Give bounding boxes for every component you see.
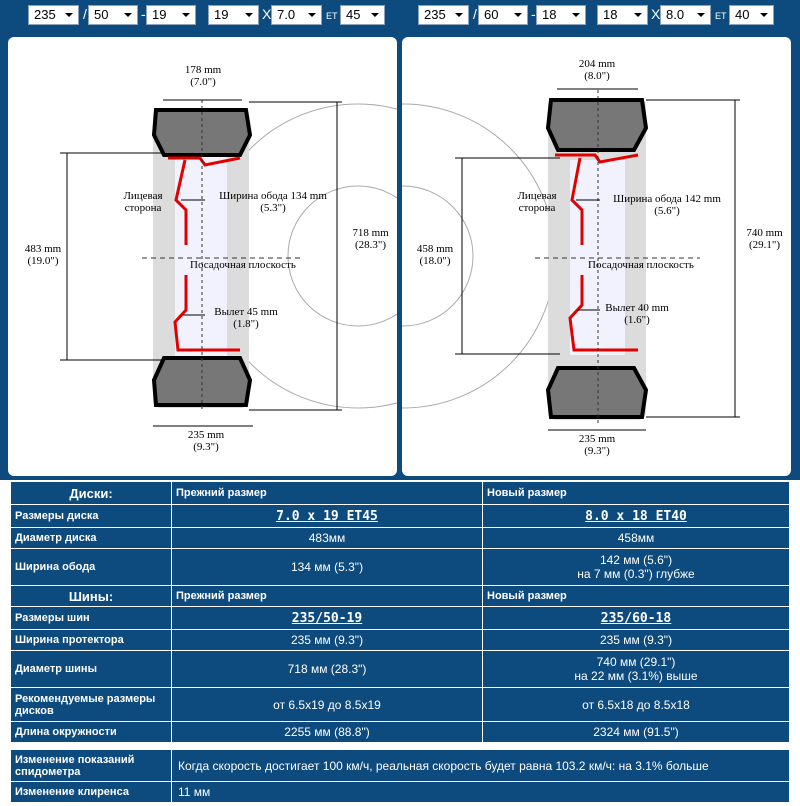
rim-width-label: Ширина обода 142 mm (5.6") xyxy=(613,193,721,217)
new-tire-diameter-select[interactable] xyxy=(536,5,586,25)
new-tire-width-value: 235 xyxy=(424,7,446,22)
mounting-plane-label: Посадочная плоскость xyxy=(588,259,694,271)
old-tire-diameter-select[interactable] xyxy=(146,5,196,25)
clearance-change-label: Изменение клиренса xyxy=(11,782,172,803)
new-size-header: Новый размер xyxy=(483,586,790,607)
old-rim-diameter-value: 19 xyxy=(214,7,229,22)
chevron-down-icon xyxy=(631,8,645,22)
rim-diameter-label: 458 mm (18.0") xyxy=(416,243,454,267)
speedometer-change-label: Изменение показаний спидометра xyxy=(11,750,172,782)
new-value: 235 мм (9.3") xyxy=(483,630,790,651)
offset-label: Вылет 45 mm (1.8") xyxy=(214,306,278,330)
old-size-header: Прежний размер xyxy=(172,586,483,607)
new-rim-diameter-value: 18 xyxy=(603,7,618,22)
new-size-diagram xyxy=(402,37,791,476)
row-label: Размеры диска xyxy=(11,505,172,528)
section-width-label: 235 mm (9.3") xyxy=(187,429,225,453)
section-width-label: 235 mm (9.3") xyxy=(578,433,616,457)
new-rim-width-value: 8.0 xyxy=(666,7,685,22)
slash-separator: / xyxy=(83,6,87,22)
clearance-change-text: 11 мм xyxy=(172,782,790,803)
chevron-down-icon xyxy=(305,8,319,22)
new-rim-width-select[interactable] xyxy=(660,5,711,25)
chevron-down-icon xyxy=(694,8,708,22)
new-et-value: 40 xyxy=(735,7,750,22)
new-value: 458мм xyxy=(483,528,790,549)
wheels-section-title: Диски: xyxy=(11,482,172,505)
old-rim-width-select[interactable] xyxy=(271,5,322,25)
new-value: от 6.5x18 до 8.5x18 xyxy=(483,688,790,722)
new-value: 2324 мм (91.5") xyxy=(483,722,790,743)
chevron-down-icon xyxy=(452,8,466,22)
new-tire-width-select[interactable] xyxy=(418,5,469,25)
new-value: 740 мм (29.1") на 22 мм (3.1%) выше xyxy=(483,651,790,688)
x-separator: X xyxy=(262,6,272,22)
et-label: ET xyxy=(326,11,338,21)
front-side-label: Лицевая сторона xyxy=(123,190,163,214)
old-rim-width-value: 7.0 xyxy=(277,7,296,22)
new-wheel-size-link[interactable]: 8.0 x 18 ET40 xyxy=(483,505,790,528)
dash-separator: - xyxy=(141,6,146,22)
rim-width-label: Ширина обода 134 mm (5.3") xyxy=(219,190,327,214)
offset-label: Вылет 40 mm (1.6") xyxy=(605,302,669,326)
row-label: Размеры шин xyxy=(11,607,172,630)
chevron-down-icon xyxy=(121,8,135,22)
new-et-select[interactable] xyxy=(729,5,774,25)
chevron-down-icon xyxy=(757,8,771,22)
row-label: Ширина обода xyxy=(11,549,172,586)
old-tire-size-link[interactable]: 235/50-19 xyxy=(172,607,483,630)
tire-diameter-label: 740 mm (29.1") xyxy=(746,227,783,251)
chevron-down-icon xyxy=(242,8,256,22)
old-value: 483мм xyxy=(172,528,483,549)
tire-width-label: 204 mm (8.0") xyxy=(578,58,616,82)
old-tire-diameter-value: 19 xyxy=(152,7,167,22)
tire-diameter-label: 718 mm (28.3") xyxy=(352,227,389,251)
new-size-header: Новый размер xyxy=(483,482,790,505)
chevron-down-icon xyxy=(368,8,382,22)
row-label: Длина окружности xyxy=(11,722,172,743)
old-tire-width-value: 235 xyxy=(34,7,56,22)
chevron-down-icon xyxy=(511,8,525,22)
summary-table xyxy=(10,749,790,803)
row-label: Диаметр шины xyxy=(11,651,172,688)
new-tire-diameter-value: 18 xyxy=(542,7,557,22)
old-rim-diameter-select[interactable] xyxy=(208,5,259,25)
chevron-down-icon xyxy=(62,8,76,22)
old-et-value: 45 xyxy=(346,7,361,22)
et-label: ET xyxy=(715,11,727,21)
new-wheel-drawing xyxy=(402,37,791,476)
old-size-header: Прежний размер xyxy=(172,482,483,505)
old-tire-profile-select[interactable] xyxy=(88,5,138,25)
dash-separator: - xyxy=(531,6,536,22)
old-value: 235 мм (9.3") xyxy=(172,630,483,651)
old-tire-width-select[interactable] xyxy=(28,5,79,25)
old-value: от 6.5x19 до 8.5x19 xyxy=(172,688,483,722)
row-label: Рекомендуемые размеры дисков xyxy=(11,688,172,722)
chevron-down-icon xyxy=(569,8,583,22)
x-separator: X xyxy=(651,6,661,22)
old-size-diagram xyxy=(8,37,397,476)
rim-diameter-label: 483 mm (19.0") xyxy=(24,243,62,267)
row-label: Ширина протектора xyxy=(11,630,172,651)
tire-width-label: 178 mm (7.0") xyxy=(184,64,222,88)
new-tire-profile-select[interactable] xyxy=(478,5,528,25)
old-tire-profile-value: 50 xyxy=(94,7,109,22)
old-value: 2255 мм (88.8") xyxy=(172,722,483,743)
chevron-down-icon xyxy=(179,8,193,22)
old-value: 718 мм (28.3") xyxy=(172,651,483,688)
tires-section-title: Шины: xyxy=(11,586,172,607)
new-tire-size-link[interactable]: 235/60-18 xyxy=(483,607,790,630)
new-rim-diameter-select[interactable] xyxy=(597,5,648,25)
old-et-select[interactable] xyxy=(340,5,385,25)
old-wheel-size-link[interactable]: 7.0 x 19 ET45 xyxy=(172,505,483,528)
row-label: Диаметр диска xyxy=(11,528,172,549)
comparison-table xyxy=(10,481,790,743)
slash-separator: / xyxy=(473,6,477,22)
speedometer-change-text: Когда скорость достигает 100 км/ч, реальная скорость будет равна 103.2 км/ч: на 3.1% больше xyxy=(172,750,790,782)
front-side-label: Лицевая сторона xyxy=(517,190,557,214)
new-value: 142 мм (5.6") на 7 мм (0.3") глубже xyxy=(483,549,790,586)
new-tire-profile-value: 60 xyxy=(484,7,499,22)
mounting-plane-label: Посадочная плоскость xyxy=(190,259,296,271)
old-value: 134 мм (5.3") xyxy=(172,549,483,586)
